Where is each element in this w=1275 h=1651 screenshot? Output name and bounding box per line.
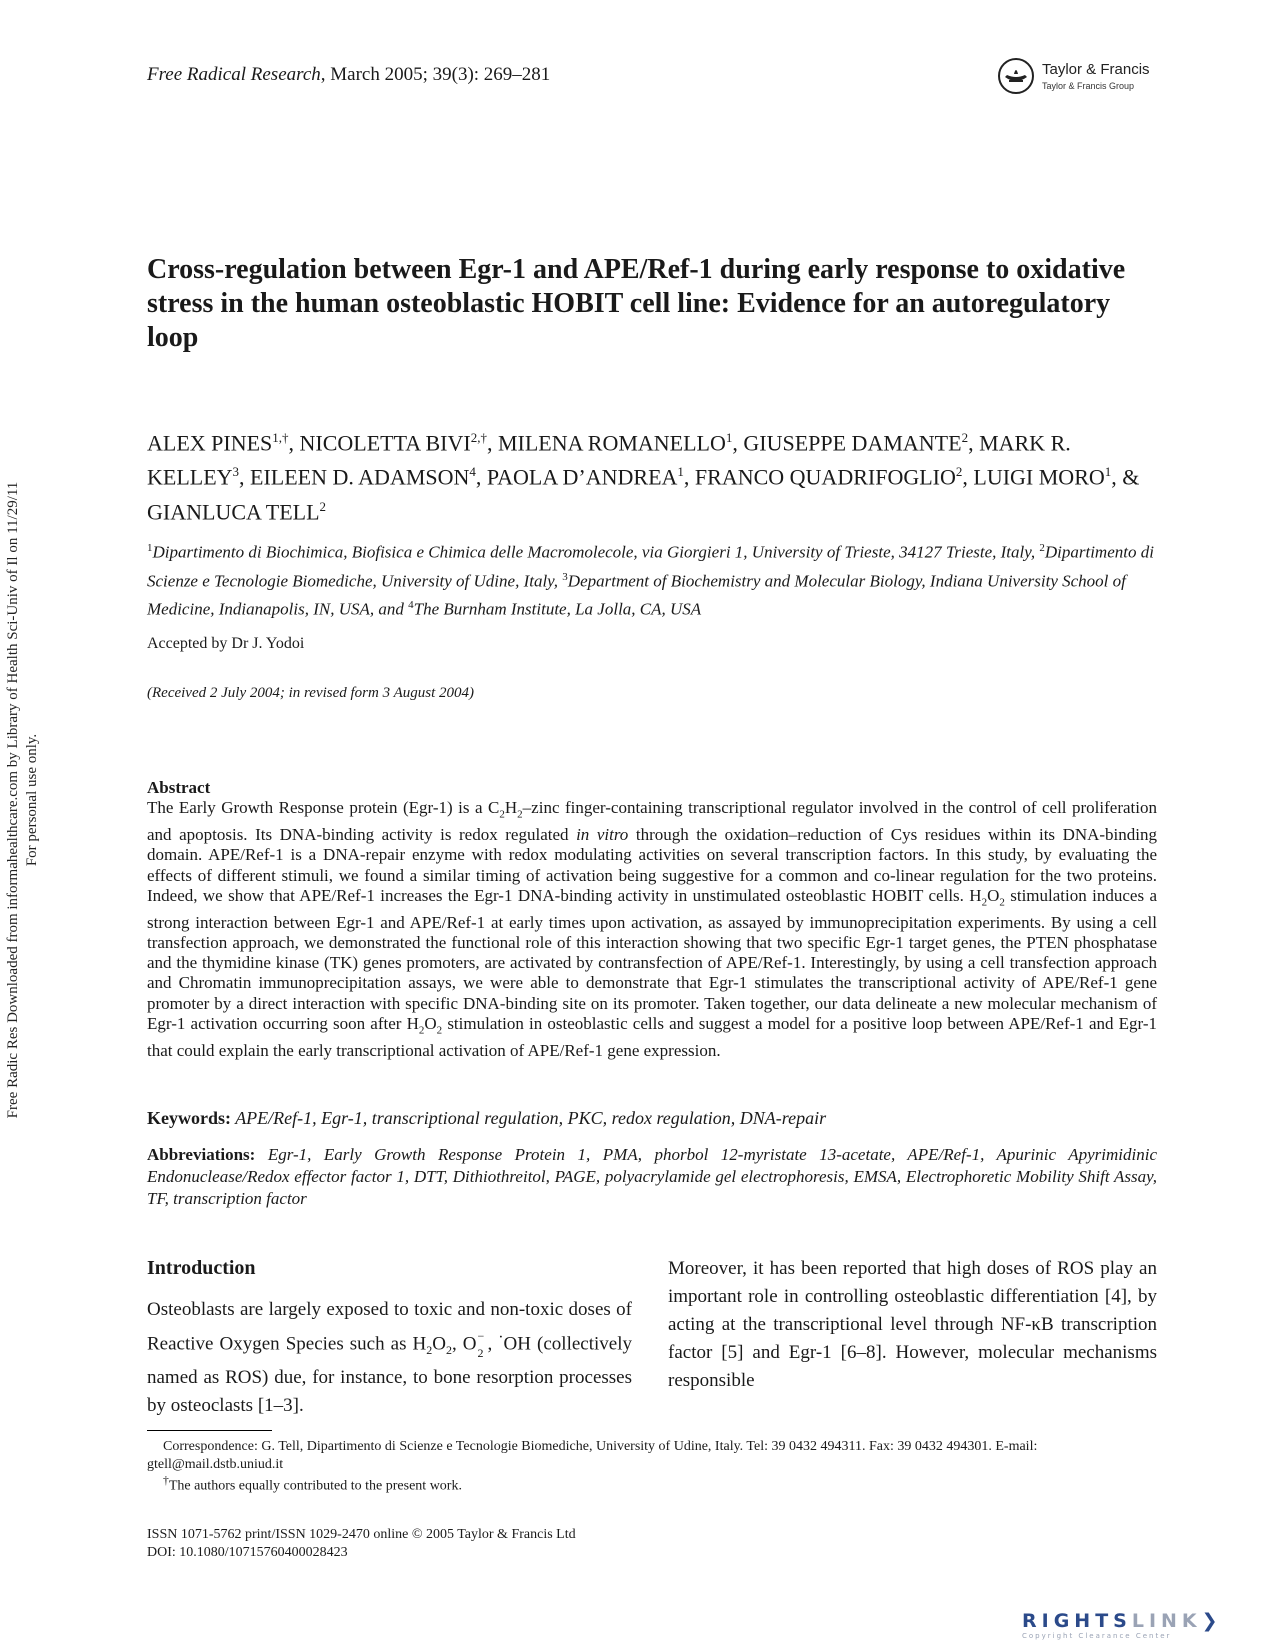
equal-contribution-text: The authors equally contributed to the present work. <box>168 1478 462 1494</box>
radical-dot: · <box>498 1329 504 1346</box>
abbreviations-label: Abbreviations: <box>147 1145 256 1164</box>
author-affiliation-mark: 3 <box>232 464 240 480</box>
author-separator: , <box>486 430 498 456</box>
author-name: LUIGI MORO <box>973 464 1105 490</box>
author-affiliation-mark: 2,† <box>470 430 487 445</box>
equal-contribution-footnote <box>163 1474 462 1495</box>
dagger-mark: † <box>163 1474 169 1487</box>
author-affiliation-mark: 2 <box>955 464 963 480</box>
author-separator: , <box>732 430 744 456</box>
doi-line: DOI: 10.1080/10715760400028423 <box>147 1545 348 1560</box>
author-name: NICOLETTA BIVI <box>299 430 471 456</box>
author-affiliation-mark: 1 <box>677 464 684 480</box>
subscript: 2 <box>499 808 505 821</box>
download-side-note-line1: Free Radic Res Downloaded from informahealthcare.com by Library of Health Sci-Univ of Il on 11/29/11 <box>5 481 21 1119</box>
download-side-note <box>4 420 54 1180</box>
author-separator: , <box>239 464 251 490</box>
subscript: 2 <box>981 896 988 909</box>
journal-name: Free Radical Research <box>147 64 321 85</box>
author-affiliation-mark: 1 <box>1104 464 1112 480</box>
rightslink-logo[interactable] <box>1022 1610 1247 1646</box>
article-title: Cross-regulation between Egr-1 and APE/Ref-1 during early response to oxidative stress in the human osteoblastic HOBIT cell line: Evidence for an autoregulatory loop <box>147 254 1126 353</box>
body-text: O <box>432 1333 446 1355</box>
author-separator: , <box>683 464 695 490</box>
rightslink-bold: RIGHTS <box>1022 1610 1132 1632</box>
abstract-text: H <box>504 798 518 818</box>
body-text: OH (collectively named as ROS) due, for instance, to bone resorption processes by osteoclasts [1–3]. <box>147 1333 632 1417</box>
subscript: 2 <box>517 808 523 821</box>
subscript: 2 <box>477 1346 484 1361</box>
author-affiliation-mark: 2 <box>319 498 327 514</box>
subscript: 2 <box>426 1343 433 1358</box>
rightslink-tagline: Copyright Clearance Center <box>1022 1632 1172 1640</box>
introduction-heading: Introduction <box>147 1257 256 1279</box>
rightslink-chevron-icon: ❯ <box>1201 1610 1218 1632</box>
superscript: − <box>477 1329 485 1344</box>
issn-line: ISSN 1071-5762 print/ISSN 1029-2470 online © 2005 Taylor & Francis Ltd <box>147 1527 576 1542</box>
rightslink-light: LINK <box>1131 1610 1202 1632</box>
keywords <box>147 1108 1157 1129</box>
affiliation-number: 2 <box>1039 542 1045 554</box>
author-separator: , & <box>1111 464 1140 490</box>
affiliation-text: Department of Biochemistry and Molecular Biology, Indiana University School of Medicine, Indianapolis, IN, USA, and <box>147 571 1126 619</box>
author-affiliation-mark: 1 <box>725 430 733 445</box>
author-affiliation-mark: 4 <box>469 464 476 480</box>
author-name: GIANLUCA TELL <box>147 498 320 524</box>
subscript: 2 <box>999 896 1005 909</box>
author-list <box>147 423 1157 526</box>
journal-volume: , March 2005; 39(3): 269–281 <box>320 64 551 85</box>
keywords-text: APE/Ref-1, Egr-1, transcriptional regulation, PKC, redox regulation, DNA-repair <box>235 1108 827 1128</box>
author-separator: , <box>968 430 980 456</box>
abstract-italic: in vitro <box>576 824 629 844</box>
abstract-heading: Abstract <box>147 778 211 797</box>
author-name: PAOLA D’ANDREA <box>486 464 678 490</box>
publisher-group: Taylor & Francis Group <box>1042 81 1135 91</box>
body-text: Osteoblasts are largely exposed to toxic and non-toxic doses of Reactive Oxygen Species such as H <box>147 1299 632 1355</box>
abstract <box>147 778 1157 1061</box>
author-name: EILEEN D. ADAMSON <box>250 464 470 490</box>
abstract-text: –zinc finger-containing transcriptional regulator involved in the control of cell proliferation and apoptosis. Its DNA-binding activity is redox regulated <box>147 798 1157 844</box>
received-dates: (Received 2 July 2004; in revised form 3 August 2004) <box>147 685 474 701</box>
introduction-left-column <box>147 1296 632 1420</box>
affiliation-number: 3 <box>562 570 568 583</box>
author-affiliation-mark: 2 <box>961 430 969 445</box>
author-name: GIUSEPPE DAMANTE <box>743 430 962 456</box>
author-name: MILENA ROMANELLO <box>497 430 726 456</box>
abstract-text: O <box>987 885 1000 905</box>
abstract-text: O <box>424 1014 437 1034</box>
author-name: ALEX PINES <box>147 430 273 456</box>
affiliation-number: 4 <box>408 599 414 612</box>
introduction-right-column: Moreover, it has been reported that high doses of ROS play an important role in controlling osteoblastic differentiation [4], by acting at the transcriptional level through NF-κB transcription factor [5] and Egr-1 [6–8]. However, molecular mechanisms responsible <box>668 1258 1157 1391</box>
subscript: 2 <box>445 1343 452 1358</box>
body-text: , <box>487 1333 499 1355</box>
affiliation-text: The Burnham Institute, La Jolla, CA, USA <box>413 599 702 619</box>
footnote-rule <box>147 1430 272 1431</box>
affiliation-text: Dipartimento di Scienze e Tecnologie Biomediche, University of Udine, Italy, <box>147 542 1154 591</box>
publisher-logo <box>996 56 1176 100</box>
author-separator: , <box>962 464 974 490</box>
accepted-by: Accepted by Dr J. Yodoi <box>147 635 305 652</box>
abstract-text: through the oxidation–reduction of Cys residues within its DNA-binding domain. APE/Ref-1 is a DNA-repair enzyme with redox modulating activities on several transcription factors. In this study, by evaluating the effects of different stimuli, we found a similar timing of activation being suggestive for a common and co-linear regulation for the two proteins. Indeed, we show that APE/Ref-1 increases the Egr-1 DNA-binding activity in unstimulated osteoblastic HOBIT cells. H <box>147 824 1158 905</box>
issn-doi <box>147 1526 576 1562</box>
affiliation-number: 1 <box>147 542 153 554</box>
abbreviations-text: Egr-1, Early Growth Response Protein 1, PMA, phorbol 12-myristate 13-acetate, APE/Ref-1, Apurinic Apyrimidinic Endonuclease/Redox effector factor 1, DTT, Dithiothreitol, PAGE, polyacrylamide gel electrophoresis, EMSA, Electrophoretic Mobility Shift Assay, TF, transcription factor <box>147 1145 1157 1208</box>
keywords-label: Keywords: <box>147 1108 231 1128</box>
publisher-lamp-icon <box>996 56 1036 96</box>
body-text: , O <box>451 1333 477 1355</box>
abbreviations <box>147 1144 1157 1210</box>
publisher-name: Taylor & Francis <box>1042 61 1150 78</box>
author-name: FRANCO QUADRIFOGLIO <box>694 464 956 490</box>
correspondence-footnote: Correspondence: G. Tell, Dipartimento di Scienze e Tecnologie Biomediche, University of Udine, Italy. Tel: 39 0432 494311. Fax: 39 0432 494301. E-mail: gtell@mail.dstb.uniud.it <box>147 1439 1038 1472</box>
author-name: MARK R. KELLEY <box>147 430 1071 490</box>
author-separator: , <box>288 430 300 456</box>
author-separator: , <box>475 464 487 490</box>
abstract-text: The Early Growth Response protein (Egr-1) is a C <box>147 798 500 818</box>
abstract-text: stimulation induces a strong interaction between Egr-1 and APE/Ref-1 at early times upon activation, as assayed by immunoprecipitation experiments. By using a cell transfection approach, we demonstrated the functional role of this interaction showing that two specific Egr-1 target genes, the PTEN phosphatase and the thymidine kinase (TK) genes promoters, are activated by contransfection of APE/Ref-1. Interestingly, by using a cell transfection approach and Chromatin immunoprecipitation assays, we were able to demonstrate that Egr-1 stimulates the transcriptional activity of APE/Ref-1 gene promoter by a direct interaction with specific DNA-binding site on its promoter. Taken together, our data delineate a new molecular mechanism of Egr-1 activation occurring soon after H <box>147 885 1157 1034</box>
journal-citation <box>147 64 550 86</box>
subscript: 2 <box>418 1024 425 1037</box>
abstract-text: stimulation in osteoblastic cells and suggest a model for a positive loop between APE/Ref-1 and Egr-1 that could explain the early transcriptional activation of APE/Ref-1 gene expression. <box>147 1014 1158 1060</box>
affiliations <box>147 536 1157 622</box>
download-side-note-line2: For personal use only. <box>24 733 40 867</box>
affiliation-text: Dipartimento di Biochimica, Biofisica e Chimica delle Macromolecole, via Giorgieri 1, University of Trieste, 34127 Trieste, Italy, <box>152 542 1040 562</box>
author-affiliation-mark: 1,† <box>272 430 289 445</box>
subscript: 2 <box>436 1024 443 1037</box>
